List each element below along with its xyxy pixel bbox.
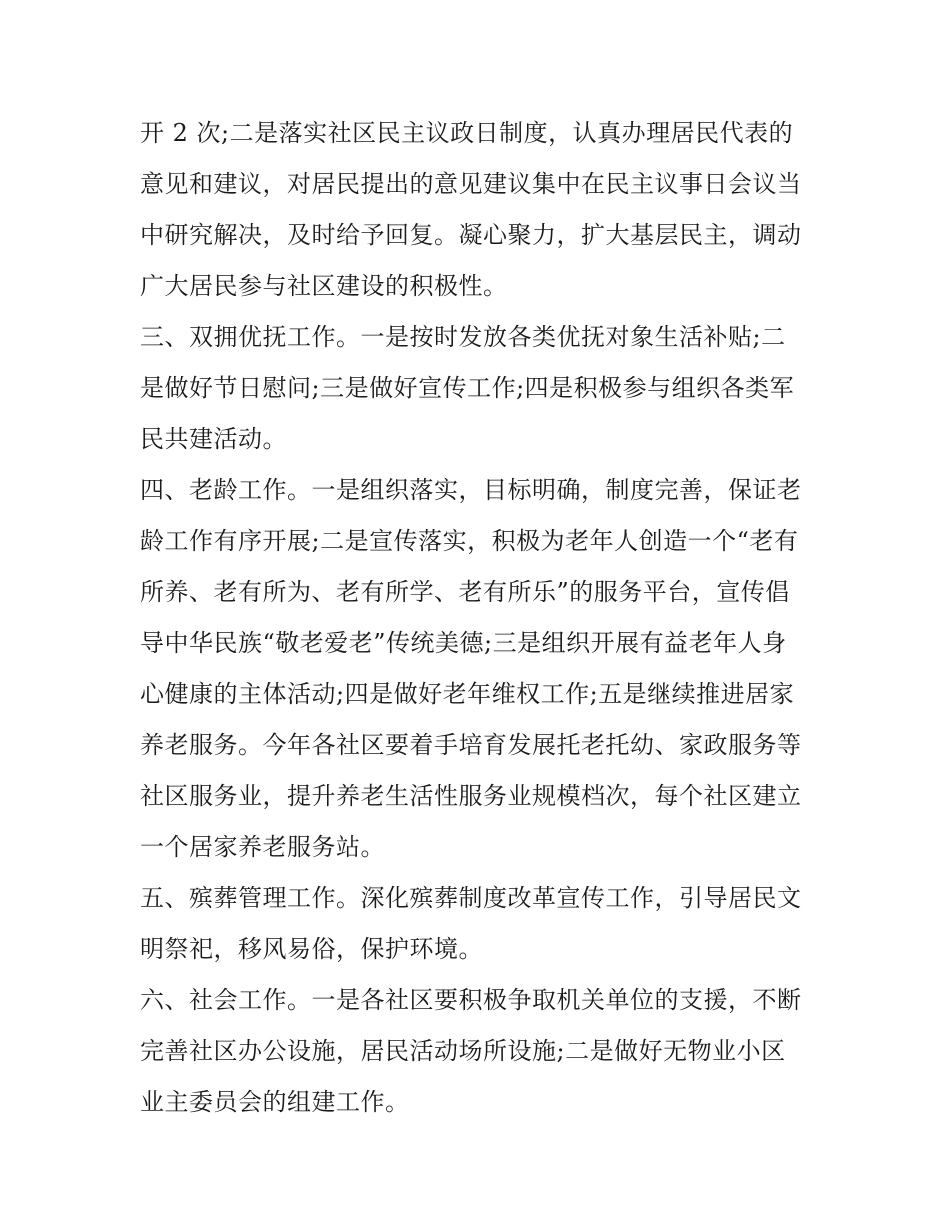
text-line: 完善社区办公设施，居民活动场所设施;二是做好无物业小区: [140, 1037, 786, 1065]
text-line: 一个居家养老服务站。: [140, 833, 385, 861]
section-heading-line: 六、社会工作。一是各社区要积极争取机关单位的支援，不断: [140, 986, 802, 1014]
text-line: 心健康的主体活动;四是做好老年维权工作;五是继续推进居家: [140, 680, 795, 708]
text-line: 开 2 次;二是落实社区民主议政日制度，认真办理居民代表的: [140, 119, 794, 147]
document-body: [140, 108, 820, 1128]
text-line: 社区服务业，提升养老生活性服务业规模档次，每个社区建立: [140, 782, 802, 810]
text-line: 业主委员会的组建工作。: [140, 1088, 410, 1116]
text-line: 龄工作有序开展;二是宣传落实，积极为老年人创造一个“老有: [140, 527, 799, 555]
section-heading-line: 三、双拥优抚工作。一是按时发放各类优抚对象生活补贴;二: [140, 323, 786, 351]
text-line: 意见和建议，对居民提出的意见建议集中在民主议事日会议当: [140, 170, 802, 198]
section-heading-line: 五、殡葬管理工作。深化殡葬制度改革宣传工作，引导居民文: [140, 884, 802, 912]
text-line: 是做好节日慰问;三是做好宣传工作;四是积极参与组织各类军: [140, 374, 795, 402]
section-heading-line: 四、老龄工作。一是组织落实，目标明确，制度完善，保证老: [140, 476, 802, 504]
text-line: 明祭祀，移风易俗，保护环境。: [140, 935, 483, 963]
text-line: 养老服务。今年各社区要着手培育发展托老托幼、家政服务等: [140, 731, 802, 759]
text-line: 导中华民族“敬老爱老”传统美德;三是组织开展有益老年人身: [140, 629, 787, 657]
text-line: 所养、老有所为、老有所学、老有所乐”的服务平台，宣传倡: [140, 578, 790, 606]
text-line: 民共建活动。: [140, 425, 287, 453]
text-line: 中研究解决，及时给予回复。凝心聚力，扩大基层民主，调动: [140, 221, 802, 249]
text-line: 广大居民参与社区建设的积极性。: [140, 272, 508, 300]
